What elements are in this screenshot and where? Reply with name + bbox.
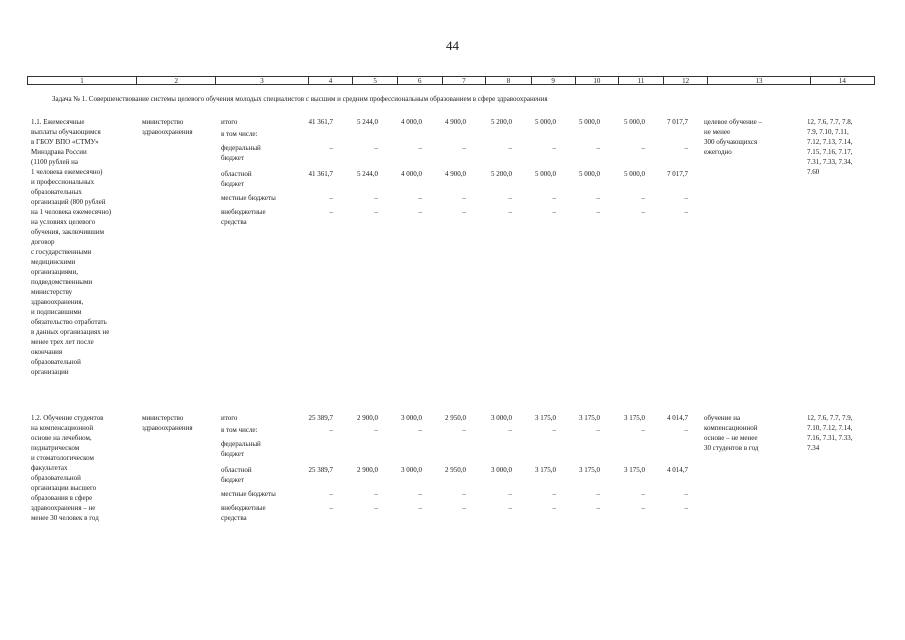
funding-source-label: местные бюджеты [221,490,276,498]
funding-value: 5 000,0 [535,170,556,178]
funding-value: 3 000,0 [401,414,422,422]
funding-value: – [329,504,333,512]
funding-value: – [684,194,688,202]
header-col-9: 9 [532,77,576,84]
funding-value: – [552,208,556,216]
funding-value: – [552,144,556,152]
funding-source-label: итого [221,414,238,422]
executor: министерство здравоохранения [142,118,193,136]
funding-value: 25 389,7 [308,414,333,422]
funding-value: – [641,490,645,498]
funding-value: 3 175,0 [624,466,645,474]
header-col-12: 12 [664,77,709,84]
funding-value: 25 389,7 [308,466,333,474]
funding-value: 3 175,0 [624,414,645,422]
funding-value: 2 950,0 [445,414,466,422]
funding-value: – [641,504,645,512]
funding-value: 4 900,0 [445,118,466,126]
funding-value: – [508,490,512,498]
funding-value: – [508,426,512,434]
funding-value: – [418,144,422,152]
funding-value: – [508,144,512,152]
funding-value: 2 950,0 [445,466,466,474]
header-col-11: 11 [619,77,664,84]
funding-value: – [552,490,556,498]
funding-value: – [596,208,600,216]
executor: министерство здравоохранения [142,414,193,432]
measure-description: 1.1. Ежемесячные выплаты обучающимся в ГБОУ ВПО «СТМУ» Минздрава России (1100 рублей на 1 человека ежемесячно) и профессиональных образовательных организаций (800 рублей на 1 человека ежемесячно) на условиях целевого обучения, заключившим договор с государственными медицинскими организациями, подведомственными министерству здравоохранения, и подписавшими обязательство отработать в данных организациях не менее трех лет после окончания образовательной организации [31,118,112,376]
header-col-1: 1 [28,77,137,84]
funding-value: – [418,194,422,202]
indicator-numbers: 12, 7.6, 7.7, 7.8, 7.9, 7.10, 7.11, 7.12, 7.13, 7.14, 7.15, 7.16, 7.17, 7.31, 7.33, 7.34, 7.60 [807,118,853,176]
funding-value: – [684,490,688,498]
header-col-5: 5 [353,77,398,84]
funding-source-label: в том числе: [221,426,258,434]
header-col-3: 3 [216,77,308,84]
funding-value: – [374,490,378,498]
funding-value: 4 000,0 [401,118,422,126]
funding-source-label: итого [221,118,238,126]
funding-value: 3 000,0 [491,466,512,474]
funding-source-label: областной бюджет [221,466,252,484]
funding-value: 3 000,0 [491,414,512,422]
expected-result: целевое обучение – не менее 300 обучающихся ежегодно [704,118,762,156]
funding-value: – [596,490,600,498]
expected-result: обучение на компенсационной основе – не менее 30 студентов в год [704,414,759,452]
funding-value: – [418,504,422,512]
funding-value: – [684,208,688,216]
funding-value: 3 000,0 [401,466,422,474]
header-col-14: 14 [838,77,846,85]
task-title: Задача № 1. Совершенствование системы целевого обучения молодых специалистов с высшим и средним профессиональным образованием в сфере здравоохранения [52,95,548,103]
funding-value: 5 244,0 [357,118,378,126]
funding-value: – [329,208,333,216]
funding-value: 3 175,0 [535,466,556,474]
funding-value: – [552,504,556,512]
funding-value: 5 000,0 [579,170,600,178]
header-col-4: 4 [309,77,354,84]
funding-value: – [462,490,466,498]
funding-value: – [684,504,688,512]
column-number-header [27,76,875,85]
funding-value: 3 175,0 [579,414,600,422]
funding-value: – [508,194,512,202]
funding-value: – [552,194,556,202]
funding-value: 5 200,0 [491,170,512,178]
funding-value: 5 244,0 [357,170,378,178]
funding-value: 5 000,0 [535,118,556,126]
funding-source-label: в том числе: [221,130,258,138]
funding-value: 2 900,0 [357,414,378,422]
funding-value: 4 014,7 [667,466,688,474]
funding-value: – [508,208,512,216]
funding-value: 4 900,0 [445,170,466,178]
header-col-10: 10 [576,77,620,84]
funding-value: – [508,504,512,512]
funding-value: 5 200,0 [491,118,512,126]
funding-value: – [462,504,466,512]
funding-value: – [374,504,378,512]
funding-value: – [462,426,466,434]
header-col-6: 6 [398,77,443,84]
funding-value: – [462,194,466,202]
funding-value: – [596,194,600,202]
funding-value: 4 000,0 [401,170,422,178]
funding-source-label: областной бюджет [221,170,252,188]
funding-value: – [641,426,645,434]
header-col-13: 13 [708,77,810,84]
funding-source-label: федеральный бюджет [221,144,261,162]
funding-value: 41 361,7 [308,118,333,126]
funding-value: – [329,490,333,498]
funding-value: 2 900,0 [357,466,378,474]
funding-value: – [418,426,422,434]
measure-description: 1.2. Обучение студентов на компенсационной основе на лечебном, педиатрическом и стоматологическом факультетах образовательной организации высшего образования в сфере здравоохранения – не менее 30 человек в год [31,414,104,522]
funding-value: – [684,144,688,152]
funding-value: – [596,504,600,512]
funding-source-label: федеральный бюджет [221,440,261,458]
funding-value: – [329,144,333,152]
funding-value: 4 014,7 [667,414,688,422]
funding-value: 7 017,7 [667,170,688,178]
funding-value: 5 000,0 [624,170,645,178]
funding-value: – [462,144,466,152]
page-number: 44 [446,38,459,53]
funding-source-label: местные бюджеты [221,194,276,202]
funding-value: – [641,208,645,216]
funding-value: – [329,426,333,434]
funding-value: – [641,194,645,202]
header-col-7: 7 [443,77,487,84]
funding-value: – [374,208,378,216]
funding-value: 3 175,0 [579,466,600,474]
funding-value: 5 000,0 [624,118,645,126]
funding-value: – [596,144,600,152]
funding-value: – [684,426,688,434]
funding-value: 7 017,7 [667,118,688,126]
funding-value: 3 175,0 [535,414,556,422]
funding-value: – [329,194,333,202]
funding-value: 41 361,7 [308,170,333,178]
funding-value: – [418,208,422,216]
funding-value: – [596,426,600,434]
funding-source-label: внебюджетные средства [221,504,266,522]
funding-value: 5 000,0 [579,118,600,126]
header-col-8: 8 [486,77,532,84]
funding-value: – [418,490,422,498]
funding-value: – [552,426,556,434]
funding-value: – [462,208,466,216]
funding-value: – [374,426,378,434]
funding-value: – [374,194,378,202]
funding-value: – [374,144,378,152]
indicator-numbers: 12, 7.6, 7.7, 7.9, 7.10, 7.12, 7.14, 7.16, 7.31, 7.33, 7.34 [807,414,853,452]
funding-value: – [641,144,645,152]
header-col-2: 2 [137,77,216,84]
funding-source-label: внебюджетные средства [221,208,266,226]
